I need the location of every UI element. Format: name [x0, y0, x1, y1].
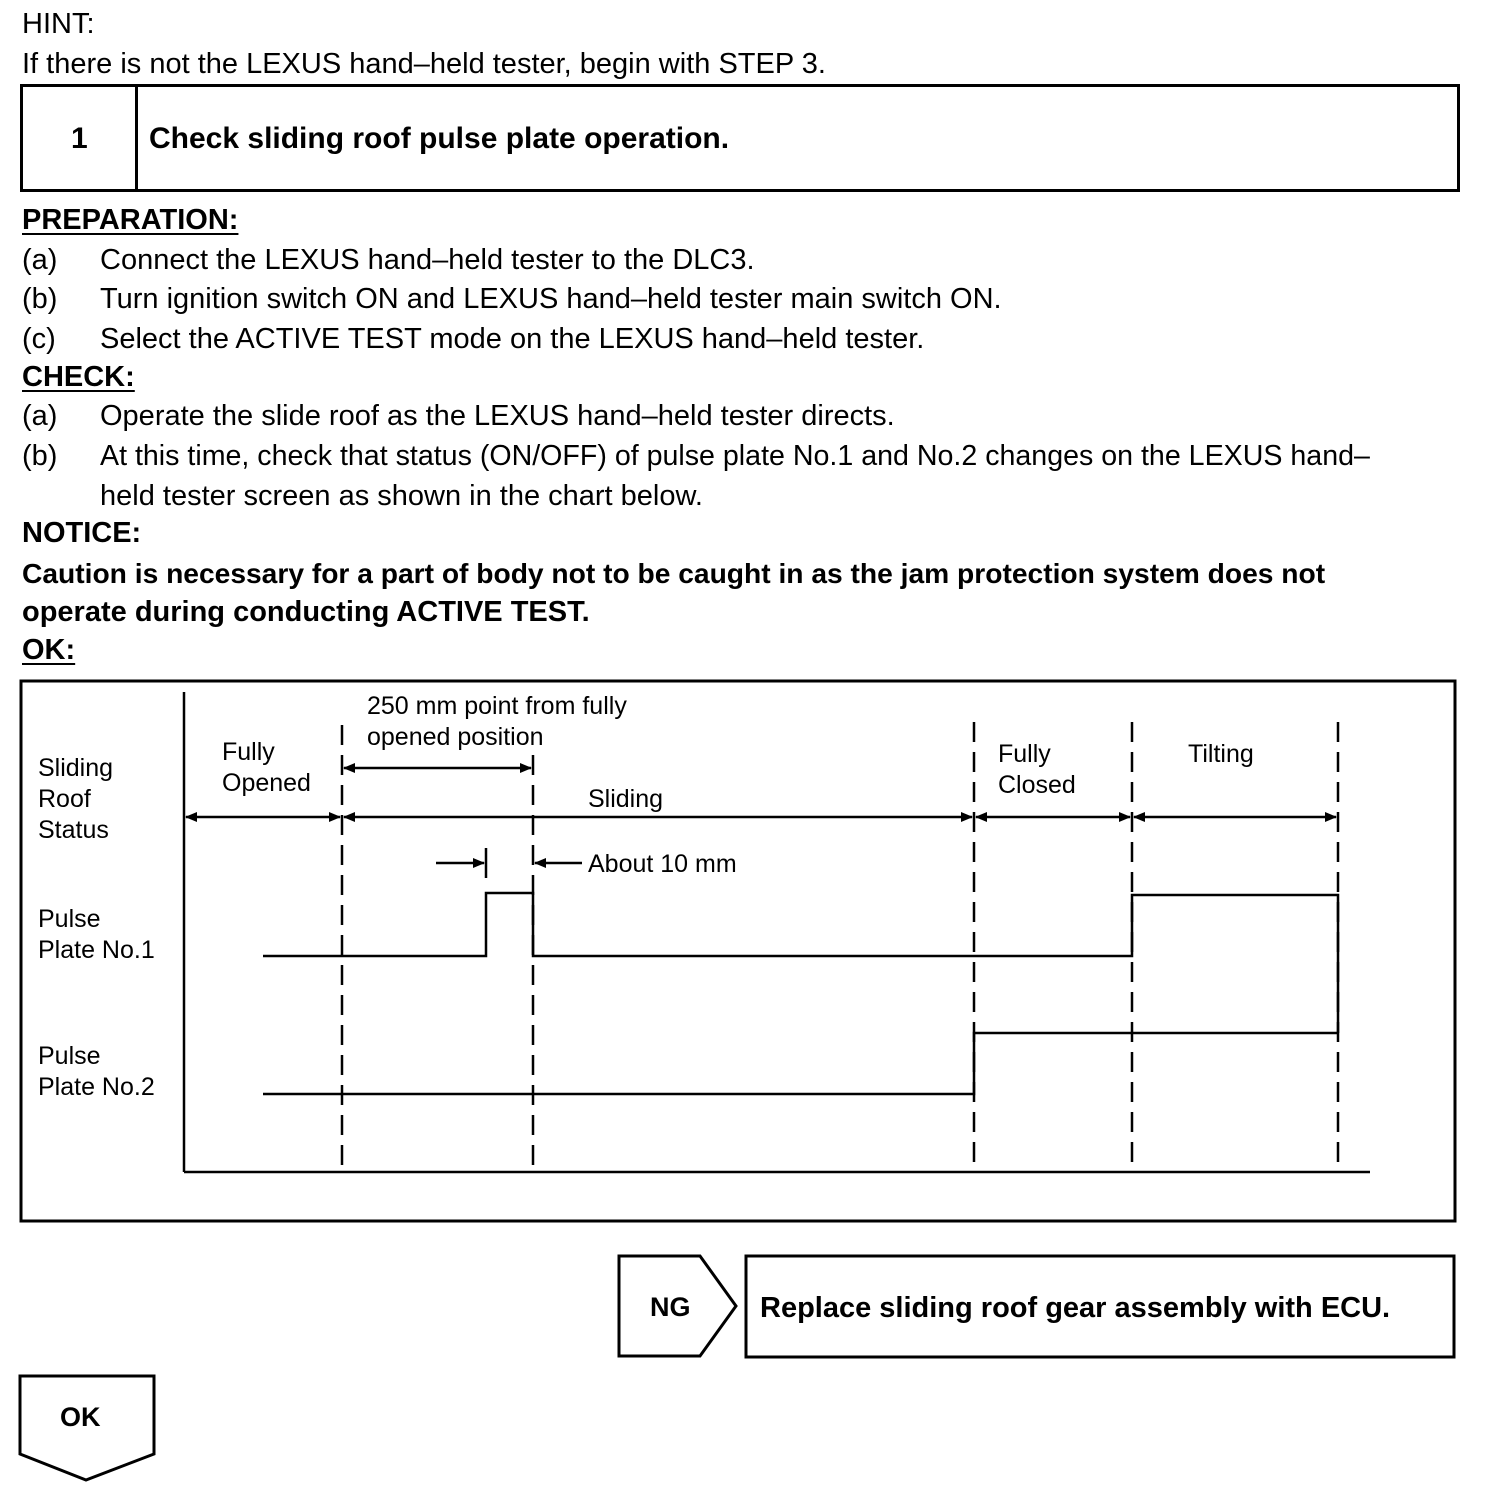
prep-item-a-text: Connect the LEXUS hand–held tester to the DLC3. — [100, 244, 755, 276]
check-heading: CHECK: — [22, 361, 135, 393]
hint-text: If there is not the LEXUS hand–held tester, begin with STEP 3. — [22, 48, 826, 80]
check-item-b-label: (b) — [22, 440, 58, 472]
label-pulse1-line1: Pulse — [38, 905, 101, 933]
ng-action-text: Replace sliding roof gear assembly with ECU. — [760, 1292, 1391, 1324]
check-item-b-line2: held tester screen as shown in the chart below. — [100, 480, 703, 512]
check-item-a-label: (a) — [22, 400, 58, 432]
zone-250mm-line2: opened position — [367, 723, 544, 751]
preparation-heading: PREPARATION: — [22, 204, 239, 236]
prep-item-c-label: (c) — [22, 323, 56, 355]
zone-250mm-line1: 250 mm point from fully — [367, 692, 627, 720]
label-pulse1-line2: Plate No.1 — [38, 936, 155, 964]
ok-label: OK — [60, 1402, 101, 1432]
pulse-plate-1-signal — [263, 893, 1338, 1033]
label-status: Status — [38, 816, 109, 844]
hint-heading: HINT: — [22, 8, 95, 40]
label-pulse2-line1: Pulse — [38, 1042, 101, 1070]
prep-item-a-label: (a) — [22, 244, 58, 276]
label-sliding: Sliding — [38, 754, 114, 782]
ok-heading: OK: — [22, 634, 76, 666]
pulse-plate-2-signal — [263, 1033, 1338, 1094]
zone-fully-opened-line1: Fully — [222, 738, 275, 766]
prep-item-c-text: Select the ACTIVE TEST mode on the LEXUS hand–held tester. — [100, 323, 925, 355]
label-roof: Roof — [38, 785, 91, 813]
prep-item-b-text: Turn ignition switch ON and LEXUS hand–held tester main switch ON. — [100, 283, 1002, 315]
check-item-b-line1: At this time, check that status (ON/OFF) of pulse plate No.1 and No.2 changes on the LEXUS hand– — [100, 440, 1370, 472]
zone-fully-closed-line1: Fully — [998, 740, 1051, 768]
step-number: 1 — [71, 122, 88, 155]
zone-sliding: Sliding — [588, 785, 664, 813]
ng-label: NG — [650, 1292, 691, 1322]
step-title: Check sliding roof pulse plate operation. — [149, 122, 730, 155]
label-pulse2-line2: Plate No.2 — [38, 1073, 155, 1101]
notice-line1: Caution is necessary for a part of body not to be caught in as the jam protection system does not — [22, 557, 1326, 589]
label-about-10mm: About 10 mm — [588, 850, 737, 878]
zone-fully-opened-line2: Opened — [222, 769, 311, 797]
notice-line2: operate during conducting ACTIVE TEST. — [22, 596, 590, 628]
zone-tilting: Tilting — [1188, 740, 1254, 768]
check-item-a-text: Operate the slide roof as the LEXUS hand–held tester directs. — [100, 400, 895, 432]
notice-heading: NOTICE: — [22, 517, 142, 549]
prep-item-b-label: (b) — [22, 283, 58, 315]
zone-fully-closed-line2: Closed — [998, 771, 1076, 799]
